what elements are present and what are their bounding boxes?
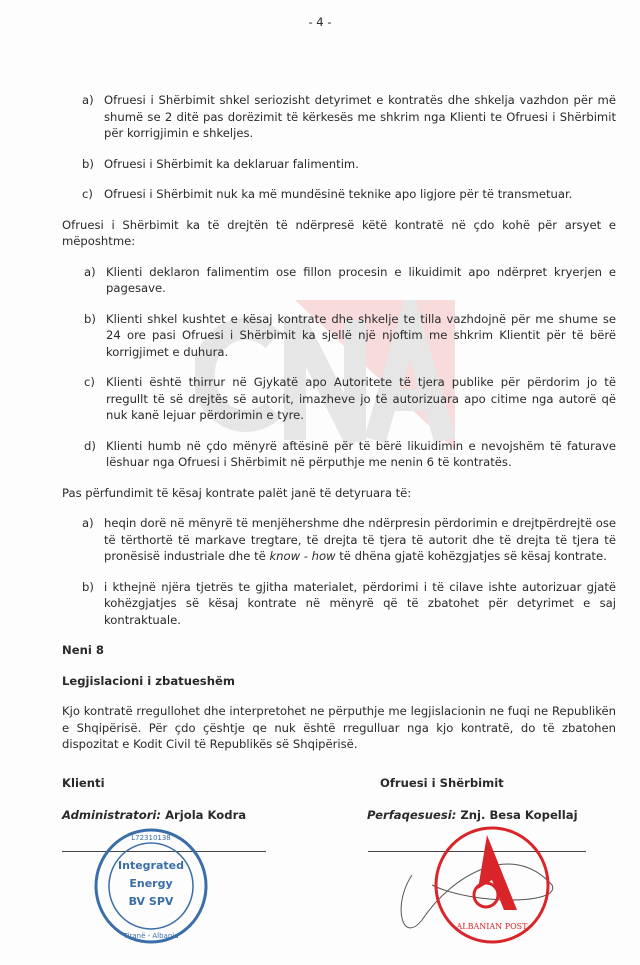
item-text: Klienti deklaron falimentim ose fillon procesin e likuidimit apo ndërpret kryerjen e pagesave. <box>106 264 616 295</box>
page-number: - 4 - <box>308 15 332 29</box>
list-item <box>84 374 616 424</box>
stamp-text: BV SPV <box>128 894 174 908</box>
item-text: Ofruesi i Shërbimit shkel seriozisht detyrimet e kontratës dhe shkelja vazhdon për më shumë se 2 ditë pas dorëzimit të kërkesës me shkrim nga Klienti te Ofruesi i Shërbimit për korrigjimin e shkeljes. <box>104 93 616 140</box>
item-label: b) <box>82 156 94 171</box>
italic-term: know - how <box>269 549 336 563</box>
paragraph: Pas përfundimit të kësaj kontrate palët janë të detyruara të: <box>62 485 412 500</box>
item-text: Klienti humb në çdo mënyrë aftësinë për të bërë likuidimin e nevojshëm të faturave lëshuar nga Ofruesi i Shërbimit në përputhje me nenin 6 të kontratës. <box>106 438 616 469</box>
text-part: heqin dorë në mënyrë të menjëhershme dhe ndërpresin përdorimin e drejtpërdrejtë ose të tërthortë të markave tregtare, të drejta të tjera të autorit dhe të drejta të tjera të pronësisë industriale dhe të <box>104 516 616 563</box>
list-item <box>82 515 616 565</box>
role: Administratori: <box>62 807 162 822</box>
list-item <box>82 186 616 203</box>
stamp-text: Tiranë - Albania <box>123 931 179 940</box>
list-item <box>84 311 616 361</box>
role: Perfaqesuesi: <box>367 807 457 822</box>
text-part: të dhëna gjatë kohëzgjatjes së kësaj kontrate. <box>335 549 607 563</box>
item-label: a) <box>84 264 96 279</box>
stamp-text: ALBANIAN POST <box>456 921 528 931</box>
item-text: Klienti është thirrur në Gjykatë apo Autoritete të tjera publike për përdorim jo të rregullt të së drejtës së autorit, imazheve jo të autorizuara apo citime nga autorë që nuk kanë lejuar përdorimin e tyre. <box>106 375 616 422</box>
provider-label: Ofruesi i Shërbimit <box>380 775 504 790</box>
stamp-text: L72310138 <box>131 833 171 842</box>
client-signatory <box>62 807 246 824</box>
item-label: b) <box>82 579 94 594</box>
stamp-text: Energy <box>129 876 173 890</box>
company-stamp <box>92 827 210 945</box>
list-item <box>84 264 616 297</box>
item-label: c) <box>82 187 93 201</box>
stamp-text: Integrated <box>118 858 184 872</box>
item-label: d) <box>84 438 96 453</box>
paragraph: Kjo kontratë rregullohet dhe interpretohet ne përputhje me legjislacionin ne fuqi ne Republikën e Shqipërisë. Për çdo çështje qe nuk është rregulluar nga kjo kontratë, do të zbatohen dispozitat e Kodit Civil të Republikës së Shqipërisë. <box>62 704 616 751</box>
name: Znj. Besa Kopellaj <box>456 807 578 822</box>
article-title: Legjislacioni i zbatueshëm <box>62 673 235 688</box>
item-text: i kthejnë njëra tjetrës te gjitha materialet, përdorimi i të cilave ishte autorizuar gjatë kohëzgjatjes së kësaj kontrate në mënyrë që të zbatohet për detyrimet e saj kontraktuale. <box>104 579 616 627</box>
list-item <box>82 92 616 142</box>
article-number: Neni 8 <box>62 643 104 657</box>
item-label: a) <box>82 516 94 530</box>
name: Arjola Kodra <box>161 807 247 822</box>
item-label: c) <box>84 375 95 389</box>
provider-signatory <box>367 807 578 824</box>
postal-stamp <box>392 825 572 945</box>
client-label: Klienti <box>62 775 105 790</box>
list-item <box>84 438 616 471</box>
paragraph: Ofruesi i Shërbimit ka të drejtën të ndërpresë këtë kontratë në çdo kohë për arsyet e mëposhtme: <box>62 217 616 248</box>
signature-section <box>62 775 616 945</box>
item-text: Klienti shkel kushtet e kësaj kontrate dhe shkelje te tilla vazhdojnë për me shume se 24 ore pasi Ofruesi i Shërbimit ka sjellë një njoftim me shkrim Klientit për të bërë korrigjimet e duhura. <box>106 311 616 359</box>
list-item <box>82 156 616 173</box>
item-label: b) <box>84 311 96 326</box>
item-text: Ofruesi i Shërbimit nuk ka më mundësinë teknike apo ligjore për të transmetuar. <box>104 187 573 201</box>
item-label: a) <box>82 93 94 107</box>
list-item <box>82 579 616 629</box>
item-text <box>104 515 616 565</box>
item-text: Ofruesi i Shërbimit ka deklaruar falimentim. <box>104 156 359 171</box>
